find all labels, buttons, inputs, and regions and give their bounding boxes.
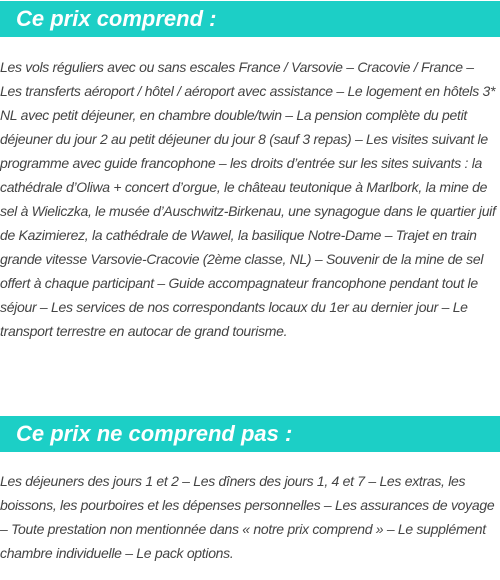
included-heading: Ce prix comprend : <box>0 1 500 37</box>
excluded-heading: Ce prix ne comprend pas : <box>0 416 500 452</box>
excluded-text: Les déjeuners des jours 1 et 2 – Les dîners des jours 1, 4 et 7 – Les extras, les boissons, les pourboires et les dépenses personnelles – Les assurances de voyage – Toute prestation non mentionnée dans « notre prix comprend » – Le supplément chambre individuelle – Le pack options. <box>0 473 495 561</box>
included-text: Les vols réguliers avec ou sans escales France / Varsovie – Cracovie / France – Les transferts aéroport / hôtel / aéroport avec assistance – Le logement en hôtels 3* NL avec petit déjeuner, en chambre double/twin – La pension complète du petit déjeuner du jour 2 au petit déjeuner du jour 8 (sauf 3 repas) – Les visites suivant le programme avec guide francophone – les droits d’entrée sur les sites suivants : la cathédrale d’Oliwa + concert d’orgue, le château teutonique à Marlbork, la mine de sel à Wieliczka, le musée d’Auschwitz-Birkenau, une synagogue dans le quartier juif de Kazimierez, la cathédrale de Wawel, la basilique Notre-Dame – Trajet en train grande vitesse Varsovie-Cracovie (2ème classe, NL) – Souvenir de la mine de sel offert à chaque participant – Guide accompagnateur francophone pendant tout le séjour – Les services de nos correspondants locaux du 1er au dernier jour – Le transport terrestre en autocar de grand tourisme. <box>0 59 496 339</box>
